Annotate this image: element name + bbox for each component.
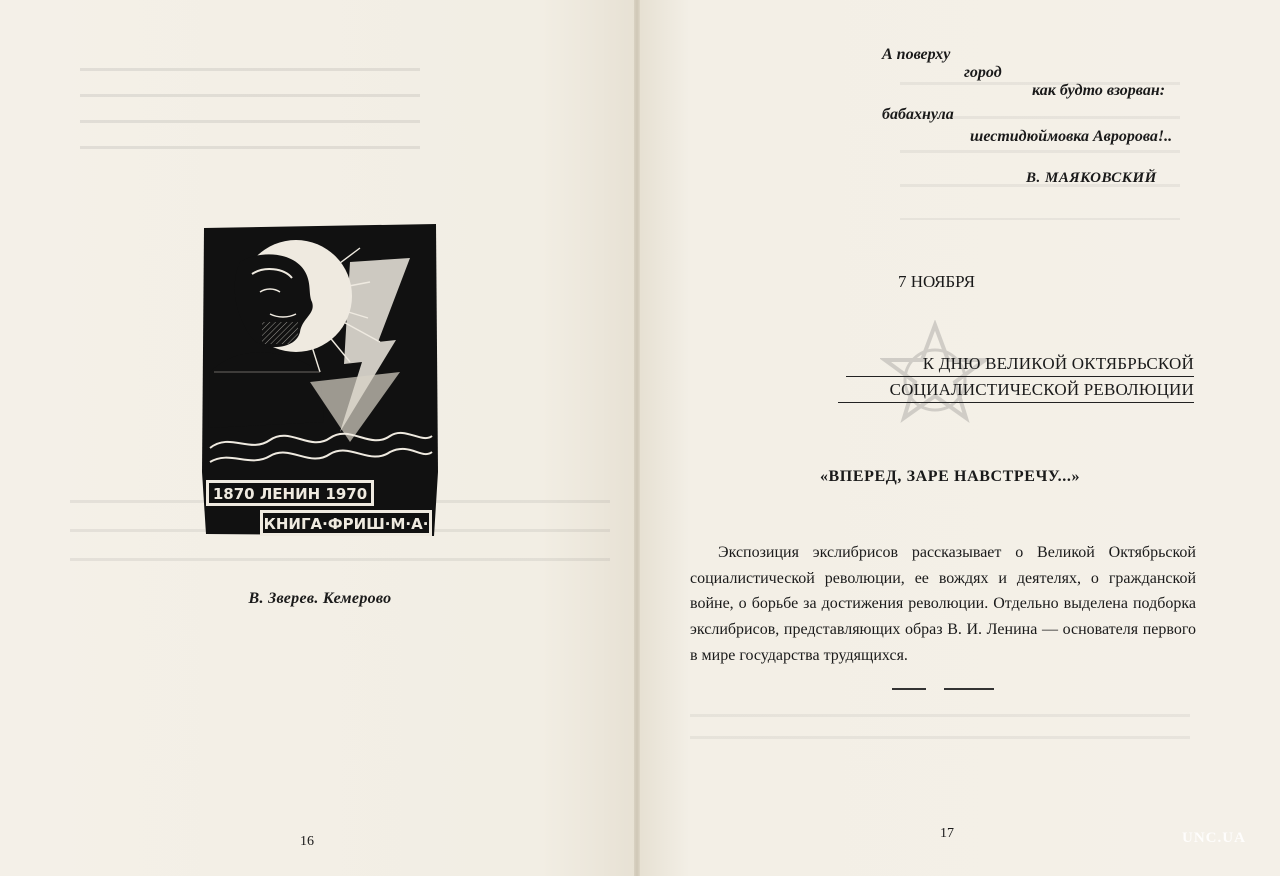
poem-line-4: бабахнула (882, 106, 954, 123)
bleed-through-right-lower (690, 700, 1190, 750)
poem-line-2: город (964, 64, 1002, 81)
separator-1 (892, 688, 926, 690)
separator-2 (944, 688, 994, 690)
bleed-through-left (80, 50, 420, 150)
page-number-left: 16 (300, 834, 314, 849)
body-paragraph-text: Экспозиция экслибрисов рассказывает о Великой Октябрьской социалистической революции, ее вождях и деятелях, о гражданской войне, о борьбе за достижения революции. Отдельно выделена подборка экслибрисов, представляющих образ В. И. Ленина — основателя первого в мире государства трудящихся. (690, 544, 1196, 664)
heading-underline-1 (846, 376, 1194, 377)
poem-author: В. МАЯКОВСКИЙ (1026, 170, 1157, 186)
exlibris-years-label: 1870 ЛЕНИН 1970 (212, 485, 368, 503)
exlibris-image-icon (200, 222, 440, 538)
exlibris-woodcut (200, 222, 440, 538)
poem-line-1: А поверху (882, 46, 951, 63)
date-heading: 7 НОЯБРЯ (898, 272, 975, 291)
watermark-text: UNC.UA (1182, 830, 1246, 846)
section-heading-line-2: СОЦИАЛИСТИЧЕСКОЙ РЕВОЛЮЦИИ (889, 380, 1194, 399)
body-paragraph (690, 540, 1196, 669)
book-gutter (634, 0, 640, 876)
section-subtitle: «ВПЕРЕД, ЗАРЕ НАВСТРЕЧУ...» (819, 468, 1081, 485)
page-number-right: 17 (940, 826, 954, 841)
poem-line-5: шестидюймовка Авророва!.. (970, 128, 1173, 145)
poem-line-3: как будто взорван: (1032, 82, 1166, 99)
heading-underline-2 (838, 402, 1194, 403)
exlibris-caption: В. Зверев. Кемерово (248, 590, 392, 607)
section-heading-line-1: К ДНЮ ВЕЛИКОЙ ОКТЯБРЬСКОЙ (922, 354, 1194, 373)
exlibris-book-label: КНИГА·ФРИШ·М·А· (263, 515, 429, 533)
